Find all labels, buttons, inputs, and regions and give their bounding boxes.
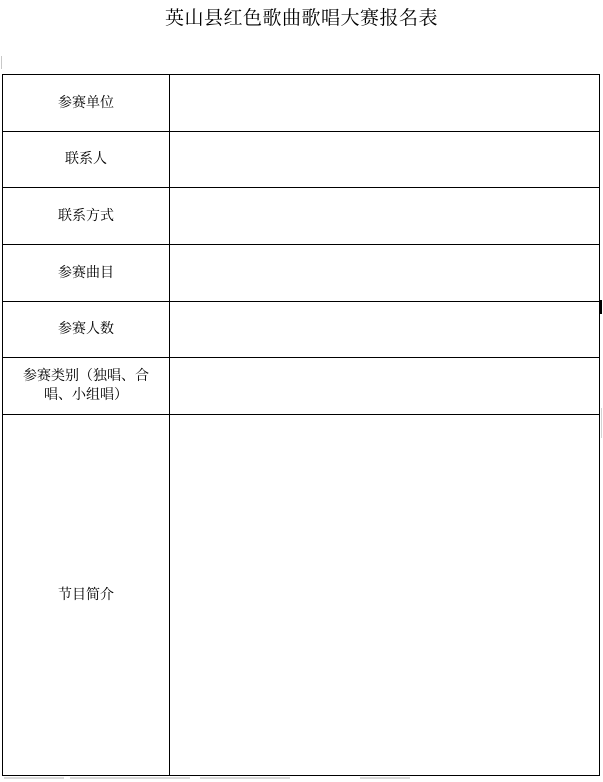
- row-label: 参赛曲目: [3, 245, 170, 302]
- registration-form-table: [2, 74, 600, 776]
- form-row-song: [3, 245, 600, 302]
- contact-info-field[interactable]: [170, 188, 600, 245]
- form-row-program-intro: [3, 415, 600, 776]
- program-intro-field[interactable]: [170, 415, 600, 776]
- participant-unit-field[interactable]: [170, 75, 600, 132]
- form-row-category: [3, 358, 600, 415]
- form-row-contact-info: [3, 188, 600, 245]
- form-row-participant-unit: [3, 75, 600, 132]
- row-label: 联系人: [3, 132, 170, 188]
- contact-person-field[interactable]: [170, 132, 600, 188]
- page-edge-line: [601, 408, 602, 438]
- song-field[interactable]: [170, 245, 600, 302]
- participant-count-field[interactable]: [170, 302, 600, 358]
- row-label: 参赛单位: [3, 75, 170, 132]
- margin-marker: [1, 56, 2, 69]
- category-field[interactable]: [170, 358, 600, 415]
- row-label: 节目简介: [3, 415, 170, 776]
- next-page-text-hint: [0, 774, 603, 782]
- row-label: 参赛类别（独唱、合唱、小组唱）: [3, 358, 170, 415]
- page-title: 英山县红色歌曲歌唱大赛报名表: [164, 7, 438, 29]
- row-label: 参赛人数: [3, 302, 170, 358]
- text-cursor-mark: [600, 300, 602, 314]
- row-label: 联系方式: [3, 188, 170, 245]
- form-row-participant-count: [3, 302, 600, 358]
- form-row-contact-person: [3, 132, 600, 188]
